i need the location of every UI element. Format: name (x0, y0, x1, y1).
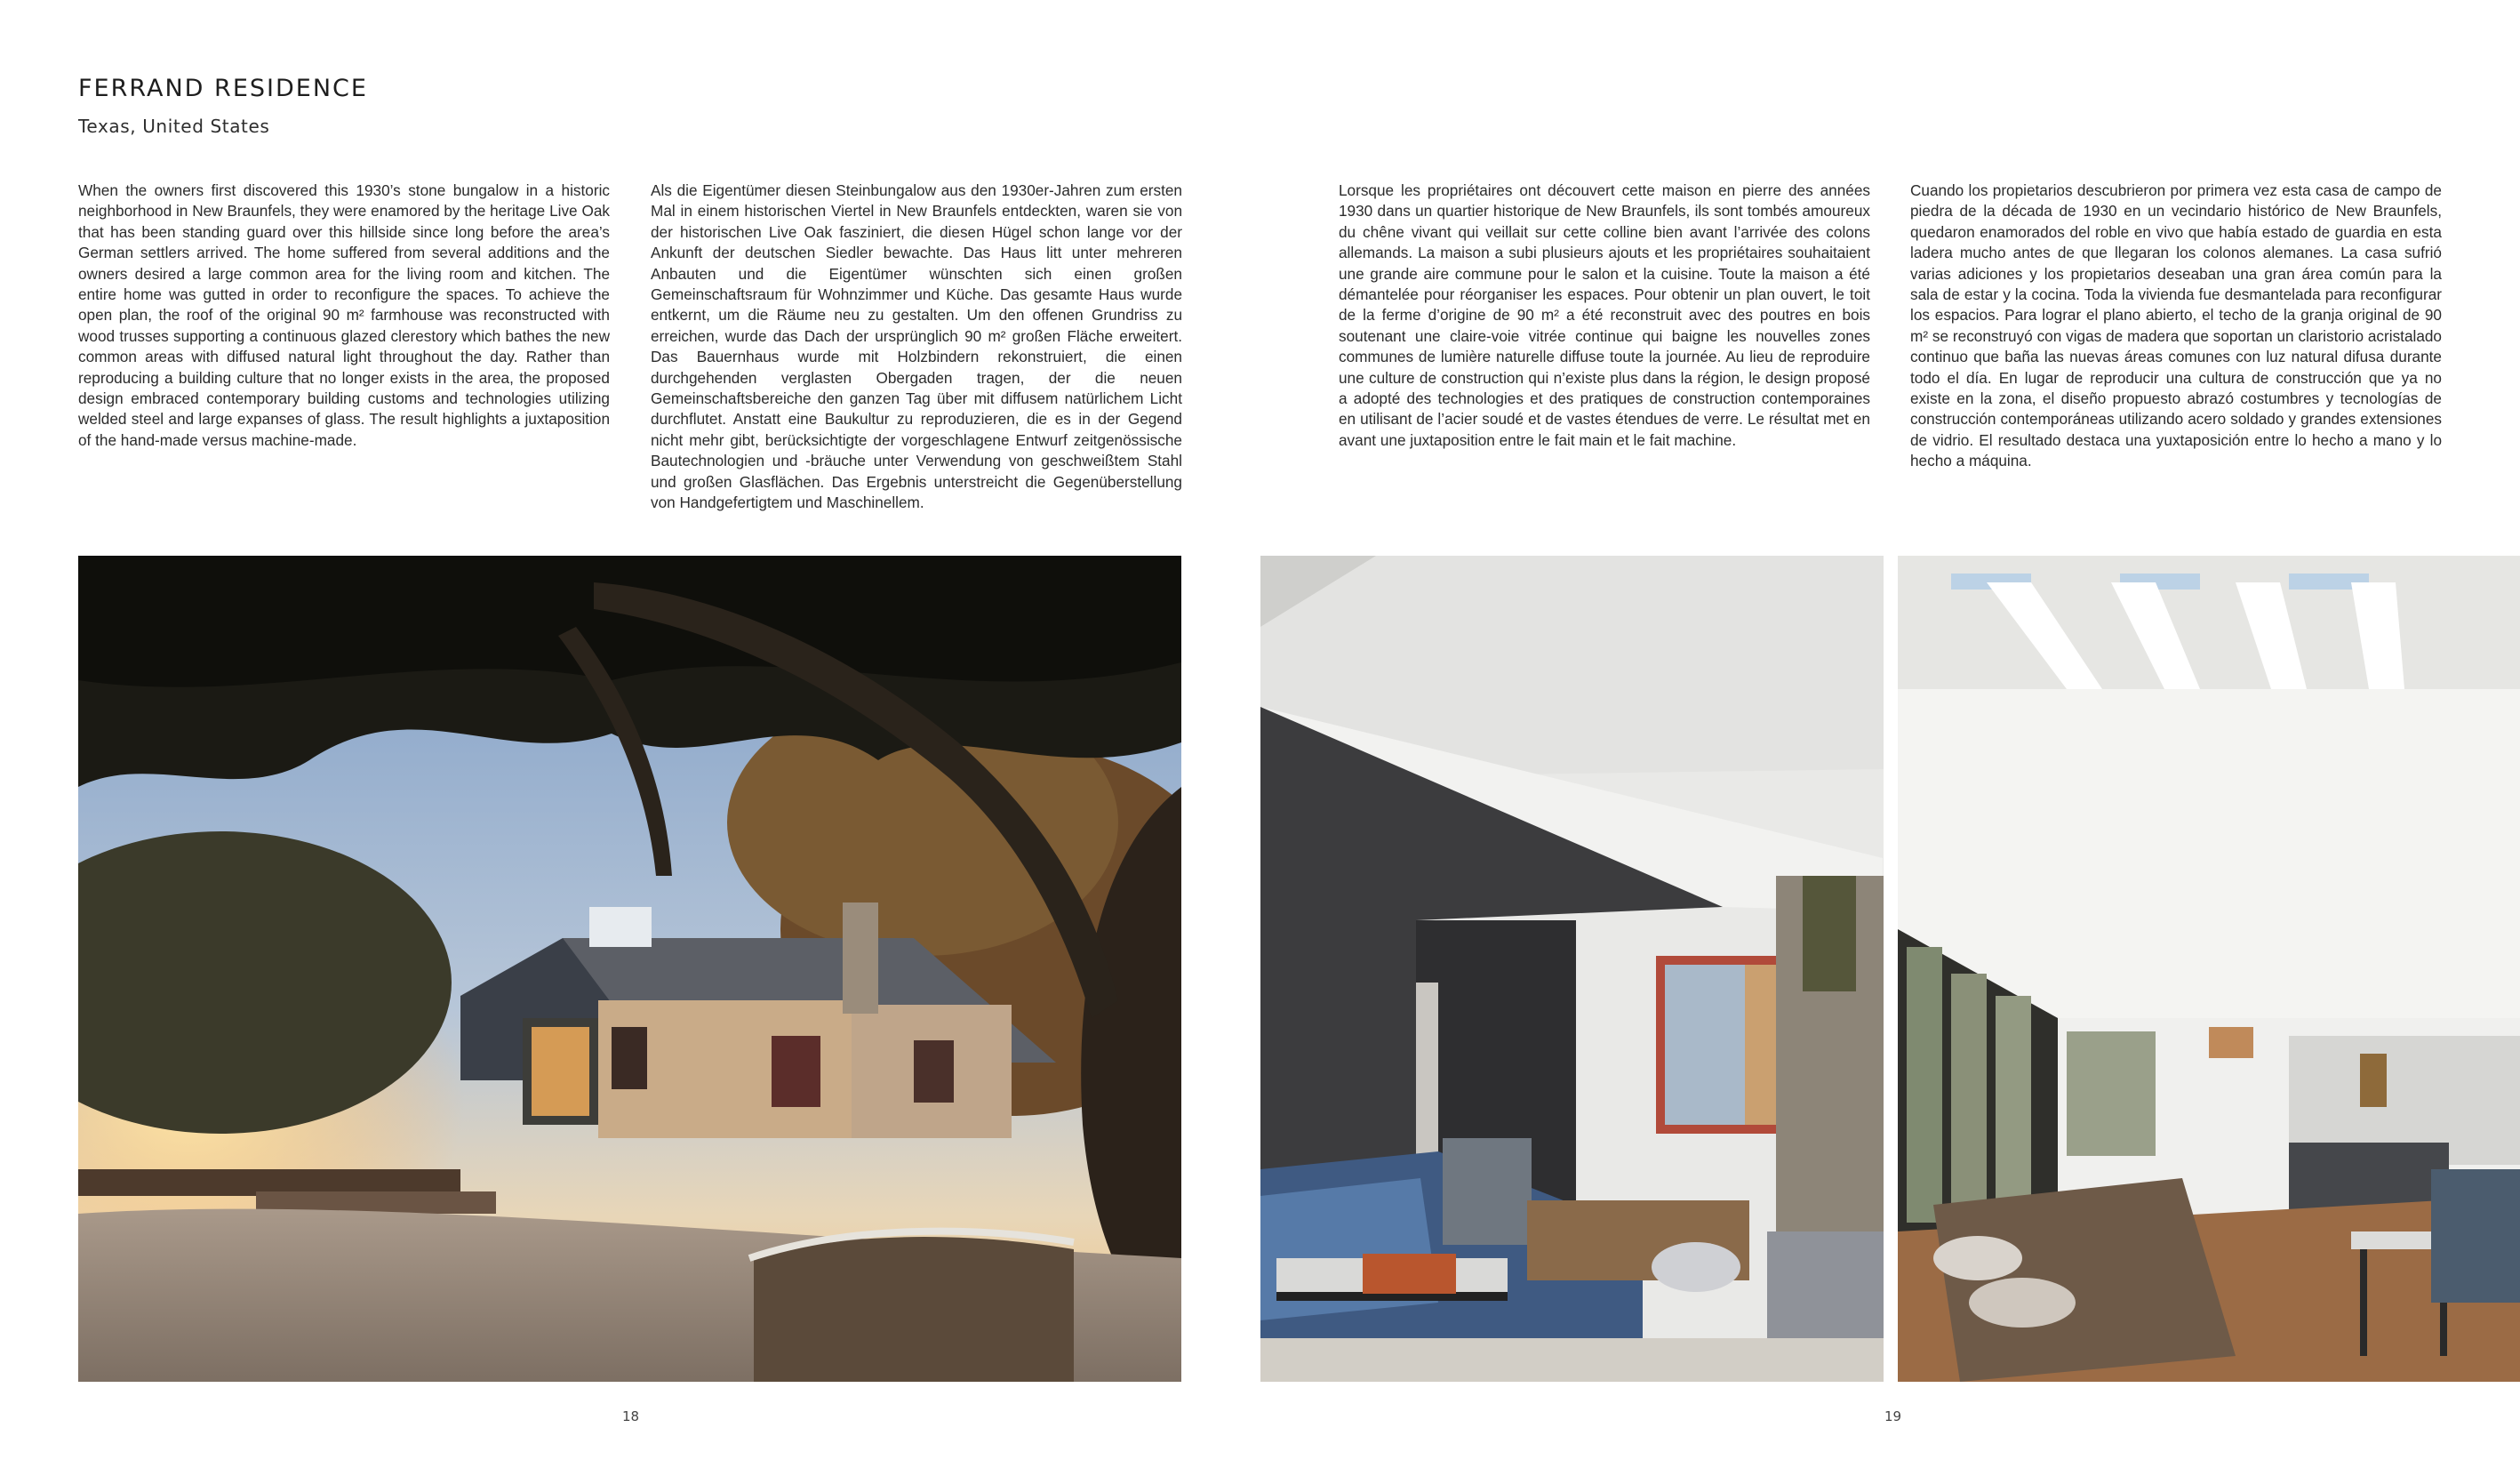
text-spanish: Cuando los propietarios descubrieron por primera vez esta casa de campo de piedra de la década de 1930 en un vecindario histórico de New Braunfels, quedaron enamorados del roble en vivo que había estado de guardia en esta ladera mucho antes de que llegaran los colonos alemanes. La casa sufrió varias adiciones y los propietarios deseaban una gran área común para la sala de estar y la cocina. Toda la vivienda fue desmantelada para reconfigurar los espacios. Para lograr el plano abierto, el techo de la granja original de 90 m² se reconstruyó con vigas de madera que soportan un claristorio acristalado continuo que baña las nuevas áreas comunes con luz natural difusa durante todo el día. En lugar de reproducir una cultura de construcción que ya no existe en la zona, el diseño propuesto abrazó costumbres y tecnologías de construcción contemporáneas utilizando acero soldado y grandes extensiones de vidrio. El resultado destaca una yuxtaposición entre lo hecho a mano y lo hecho a máquina. (1910, 181, 2442, 470)
living-room-photo (1260, 556, 1884, 1382)
exterior-photo (78, 556, 1181, 1382)
text-german: Als die Eigentümer diesen Steinbungalow aus den 1930er-Jahren zum ersten Mal in einem historischen Viertel in New Braunfels entdeckten, waren sie von der historischen Live Oak fasziniert, die diesen Hügel schon lange vor der Ankunft der deutschen Siedler bewachte. Das Haus litt unter mehreren Anbauten und die Eigentümer wünschten sich einen großen Gemeinschaftsraum für Wohnzimmer und Küche. Das gesamte Haus wurde entkernt, um die Räume neu zu gestalten. Um den offenen Grundriss zu erreichen, wurde das Dach der ursprünglich 90 m² großen Fläche erweitert. Das Bauernhaus wurde mit Holzbindern rekonstruiert, die einen durchgehenden verglasten Obergaden tragen, der die neuen Gemeinschaftsbereiche den ganzen Tag über mit diffusem natürlichem Licht durchflutet. Anstatt eine Baukultur zu reproduzieren, die es in der Gegend nicht mehr gibt, berücksichtigte der vorgeschlagene Entwurf zeitgenössische Bautechnologien und -bräuche unter Verwendung von geschweißtem Stahl und großen Glasflächen. Das Ergebnis unterstreicht die Gegenüberstellung von Handgefertigtem und Maschinellem. (651, 181, 1182, 512)
text-english: When the owners first discovered this 1930’s stone bungalow in a historic neighborhood in New Braunfels, they were enamored by the heritage Live Oak that has been standing guard over this hillside since long before the area’s German settlers arrived. The home suffered from several additions and the owners desired a large common area for the living room and kitchen. The entire home was gutted in order to reconfigure the spaces. To achieve the open plan, the roof of the original 90 m² farmhouse was reconstructed with wood trusses supporting a continuous glazed clerestory which bathes the new common areas with diffused natural light throughout the day. Rather than reproducing a building culture that no longer exists in the area, the proposed design embraced contemporary building customs and technologies utilizing welded steel and large expanses of glass. The result highlights a juxtaposition of the hand-made versus machine-made. (78, 181, 610, 449)
page-number-left: 18 (622, 1408, 640, 1424)
text-french: Lorsque les propriétaires ont découvert cette maison en pierre des années 1930 dans un quartier historique de New Braunfels, ils sont tombés amoureux du chêne vivant qui veillait sur cette colline bien avant l’arrivée des colons allemands. La maison a subi plusieurs ajouts et les propriétaires souhaitaient une grande aire commune pour le salon et la cuisine. Toute la maison a été démantelée pour réorganiser les espaces. Pour obtenir un plan ouvert, le toit de la ferme d’origine de 90 m² a été reconstruit avec des poutres en bois soutenant une claire-voie vitrée continue qui baigne les nouvelles zones communes de lumière naturelle diffuse toute la journée. Au lieu de reproduire une culture de construction qui n’existe plus dans la région, le design proposé a adopté des technologies et des pratiques de construction contemporaines en utilisant de l’acier soudé et de vastes étendues de verre. Le résultat met en avant une juxtaposition entre le fait main et le fait machine. (1339, 181, 1870, 449)
project-location: Texas, United States (78, 116, 270, 137)
page-title: FERRAND RESIDENCE (78, 75, 368, 102)
page-number-right: 19 (1884, 1408, 1902, 1424)
kitchen-dining-photo (1898, 556, 2520, 1382)
